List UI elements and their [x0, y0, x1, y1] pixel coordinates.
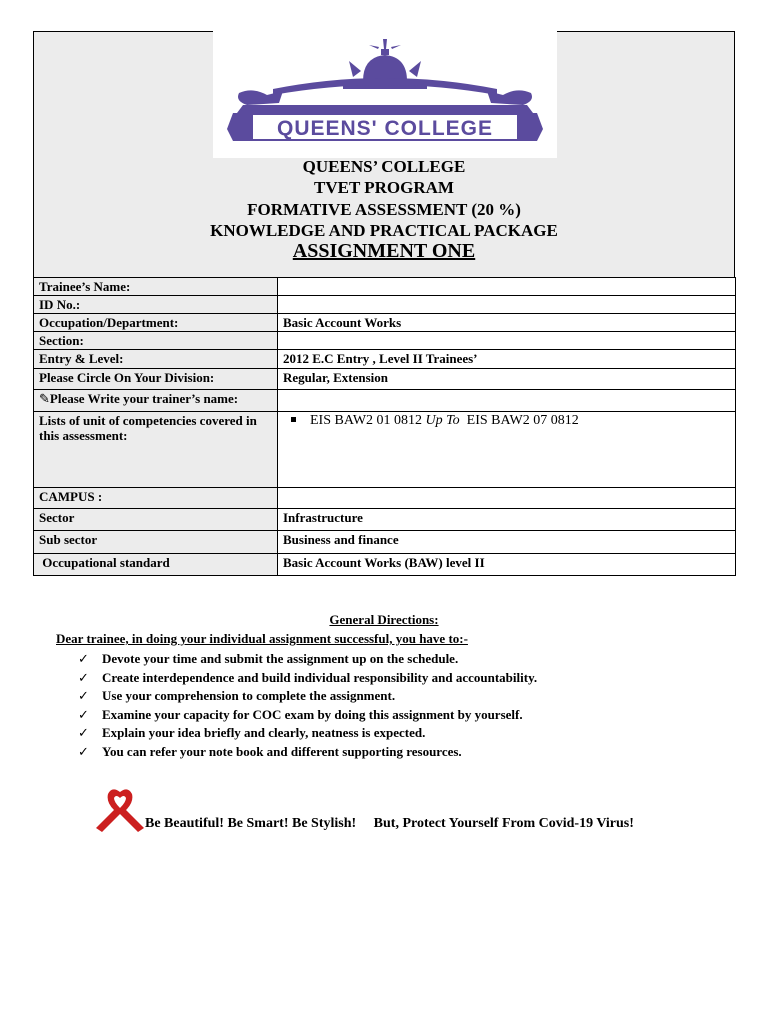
college-logo [213, 31, 557, 158]
table-row [34, 332, 736, 350]
field-label: CAMPUS : [34, 488, 278, 509]
field-label: Occupational standard [34, 554, 278, 576]
entry-level-field: 2012 E.C Entry , Level II Trainees’ [278, 350, 736, 369]
list-item: ✓ Devote your time and submit the assignment up on the schedule. [78, 650, 537, 669]
trainer-name-field[interactable] [278, 390, 736, 412]
directions-intro: Dear trainee, in doing your individual assignment successful, you have to:- [56, 631, 468, 646]
checkmark-icon: ✓ [78, 651, 89, 666]
checkmark-icon: ✓ [78, 725, 89, 741]
competency-list [278, 412, 736, 488]
field-label: Section: [34, 332, 278, 350]
awareness-ribbon-icon [90, 784, 150, 839]
table-row [34, 531, 736, 554]
field-label: ID No.: [34, 296, 278, 314]
list-item: ✓ Use your comprehension to complete the assignment. [78, 687, 537, 706]
list-item: ✓ Examine your capacity for COC exam by doing this assignment by yourself. [78, 706, 537, 725]
campus-field[interactable] [278, 488, 736, 509]
field-label: Lists of unit of competencies covered in this assessment: [34, 412, 278, 488]
covid-slogan: Be Beautiful! Be Smart! Be Stylish! But, Protect Yourself From Covid-19 Virus! [145, 816, 634, 831]
field-label: Sector [34, 509, 278, 531]
table-row [34, 390, 736, 412]
directions-title: General Directions: [329, 612, 439, 627]
college-name: QUEENS’ COLLEGE [302, 157, 466, 176]
table-row [34, 412, 736, 488]
sector-field: Infrastructure [278, 509, 736, 531]
checkmark-icon: ✓ [78, 688, 89, 704]
section-field[interactable] [278, 332, 736, 350]
bullet-icon [291, 417, 296, 422]
trainee-name-field[interactable] [278, 278, 736, 296]
table-row [34, 314, 736, 332]
assessment-title: FORMATIVE ASSESSMENT (20 %) [247, 200, 521, 219]
sub-sector-field: Business and finance [278, 531, 736, 554]
table-row [34, 554, 736, 576]
competency-to: EIS BAW2 07 0812 [459, 413, 579, 428]
table-row [34, 296, 736, 314]
checkmark-icon: ✓ [78, 706, 89, 722]
table-row [34, 278, 736, 296]
table-row [34, 509, 736, 531]
field-label [34, 390, 278, 412]
competency-from: EIS BAW2 01 0812 [310, 413, 426, 428]
checkmark-icon: ✓ [78, 743, 89, 759]
occupational-standard-field: Basic Account Works (BAW) level II [278, 554, 736, 576]
table-row [34, 369, 736, 390]
table-row [34, 488, 736, 509]
field-label: Please Circle On Your Division: [34, 369, 278, 390]
field-label: Occupation/Department: [34, 314, 278, 332]
field-label: Sub sector [34, 531, 278, 554]
list-item: ✓ You can refer your note book and different supporting resources. [78, 743, 537, 762]
id-number-field[interactable] [278, 296, 736, 314]
trainee-info-table [33, 277, 736, 576]
logo-wordmark: QUEENS' COLLEGE [276, 117, 494, 140]
trainer-label: Please Write your trainer’s name: [49, 391, 239, 406]
department-field: Basic Account Works [278, 314, 736, 332]
field-label: Trainee’s Name: [34, 278, 278, 296]
field-label: Entry & Level: [34, 350, 278, 369]
program-title: TVET PROGRAM [314, 178, 454, 197]
table-row [34, 350, 736, 369]
directions-list [78, 650, 537, 762]
writing-hand-icon: ✎ [39, 391, 50, 406]
list-item: ✓ Create interdependence and build individual responsibility and accountability. [78, 669, 537, 688]
package-title: KNOWLEDGE AND PRACTICAL PACKAGE [210, 221, 558, 240]
assignment-title: ASSIGNMENT ONE [292, 240, 476, 262]
list-item: ✓ Explain your idea briefly and clearly, neatness is expected. [78, 724, 537, 743]
competency-upto: Up To [425, 413, 460, 428]
division-field[interactable]: Regular, Extension [278, 369, 736, 390]
checkmark-icon: ✓ [78, 669, 89, 685]
